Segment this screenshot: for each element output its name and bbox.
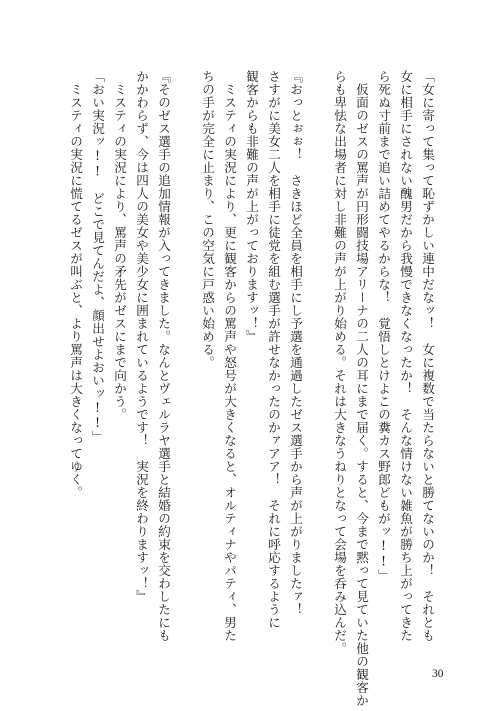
text-column-4: 仮面のゼスの罵声が円形闘技場アリーナの二人の耳にまで届く。すると、今まで黙って見ていた他の観客か [354, 83, 369, 707]
text-column-13: 『そのゼス選手の追加情報が入ってきました。なんとヴェルラヤ選手と結婚の約束を交わしたにも [156, 70, 171, 642]
text-column-12 [174, 70, 196, 680]
text-column-16: 「おい実況ッ!! どこで見てんだよ、顔出せよおいッ!!」 [90, 70, 105, 444]
text-column-6 [306, 70, 328, 680]
text-column-10: ミスティの実況により、更に観客からの罵声や怒号が大きくなると、オルティナやパティ、男た [222, 83, 237, 642]
text-column-3: ら死ぬ寸前まで追い詰めてやるからな！ 覚悟しとけよこの糞カス野郎どもがッ!!」 [376, 70, 391, 582]
text-column-7: 『おっとぉぉ！ さきほど全員を相手にし予選を通過したゼス選手から声が上がりましたァ！ [288, 70, 303, 616]
text-column-17: ミスティの実況に慌てるゼスが叫ぶと、より罵声は大きくなってゆく。 [68, 83, 83, 499]
text-column-11: ちの手が完全に止まり、この空気に戸惑い始める。 [200, 70, 215, 369]
text-column-9: 観客からも非難の声が上がっておりますッ！』 [244, 70, 259, 343]
page-number: 30 [432, 668, 444, 680]
text-column-14: かかわらず、今は四人の美女や美少女に囲まれているようです！ 実況を終わりますッ！』 [134, 70, 149, 603]
text-column-1: 「女に寄って集って恥ずかしい連中だなッ！ 女に複数で当たらないと勝てないのか！ それとも [420, 70, 435, 642]
text-column-2: 女に相手にされない醜男だから我慢できなくなったか！ そんな情けない雑魚が勝ち上がってきた [398, 70, 413, 642]
text-column-15: ミスティの実況により、罵声の矛先がゼスにまで向かう。 [112, 83, 127, 421]
text-column-8: さすがに美女二人を相手に徒党を組む選手が許せなかったのかァアア！ それに呼応するように [266, 70, 281, 629]
text-column-5: らも卑怯な出場者に対し非難の声が上がり始める。それは大きなうねりとなって会場を呑み込んだ。 [332, 70, 347, 655]
